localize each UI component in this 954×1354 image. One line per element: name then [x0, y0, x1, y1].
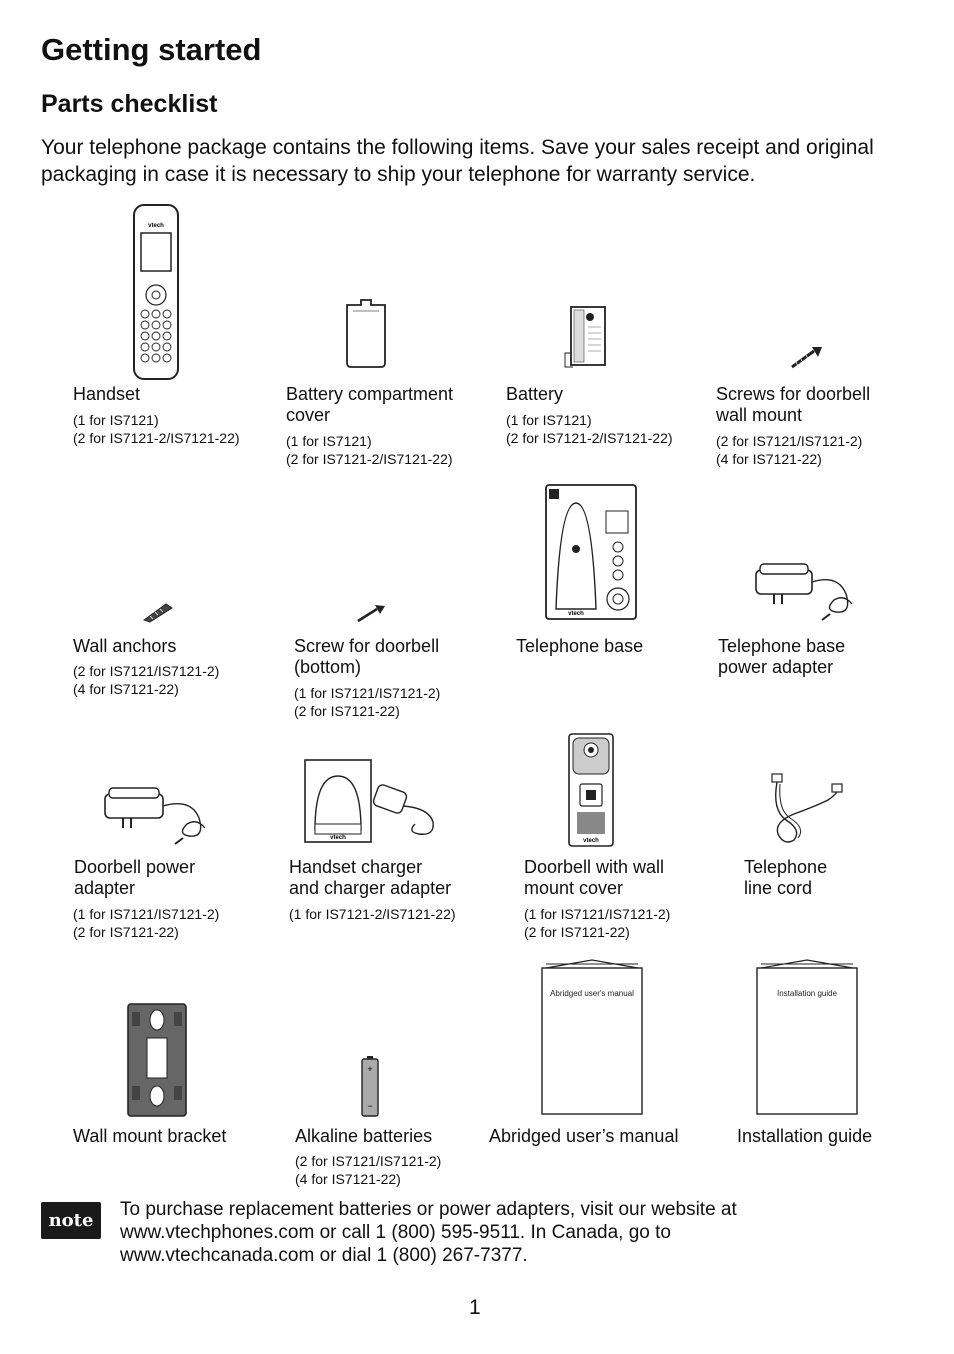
guide-icon [755, 958, 859, 1118]
note-text: To purchase replacement batteries or power adapters, visit our website at www.vtechphones.com or call 1 (800) 595-9511. In Canada, go to www.vtechcanada.com or dial 1 (800) 267-7377. [120, 1199, 737, 1266]
item-quantity: (1 for IS7121/IS7121-2) (2 for IS7121-22) [294, 685, 441, 719]
screw-icon [788, 343, 824, 371]
item-name: Wall mount bracket [73, 1126, 227, 1146]
svg-text:+: + [367, 1064, 373, 1074]
item-name: Doorbell power adapter [74, 857, 196, 898]
item-quantity: (1 for IS7121) (2 for IS7121-2/IS7121-22) [286, 433, 453, 467]
telephone-base-icon [544, 483, 638, 621]
intro-paragraph: Your telephone package contains the following items. Save your sales receipt and original packaging in case it is necessary to ship your telephone for warranty service. [41, 136, 874, 186]
item-name: Telephone line cord [744, 857, 828, 898]
brand-logo: vtech [330, 835, 346, 841]
item-name: Telephone base power adapter [718, 636, 846, 677]
item-name: Installation guide [737, 1126, 873, 1146]
brand-logo: vtech [148, 223, 164, 229]
power-adapter-icon [101, 784, 211, 848]
svg-text:−: − [367, 1101, 373, 1111]
item-name: Handset charger and charger adapter [289, 857, 452, 898]
battery-cover-icon [343, 297, 389, 369]
item-name: Doorbell with wall mount cover [524, 857, 665, 898]
handset-charger-icon [303, 758, 439, 846]
item-name: Telephone base [516, 636, 644, 656]
item-quantity: (1 for IS7121) (2 for IS7121-2/IS7121-22) [73, 412, 240, 446]
item-name: Battery compartment cover [286, 384, 454, 425]
section-title: Parts checklist [41, 90, 218, 118]
item-name: Screws for doorbell wall mount [716, 384, 871, 425]
item-name: Alkaline batteries [295, 1126, 433, 1146]
doorbell-icon [567, 732, 615, 848]
item-name: Screw for doorbell (bottom) [294, 636, 440, 677]
alkaline-battery-icon [360, 1054, 380, 1118]
item-quantity: (2 for IS7121/IS7121-2) (4 for IS7121-22) [716, 433, 863, 467]
item-quantity: (2 for IS7121/IS7121-2) (4 for IS7121-22) [295, 1153, 442, 1187]
item-name: Wall anchors [73, 636, 177, 656]
manual-icon [540, 958, 644, 1118]
wall-anchor-icon [140, 598, 176, 624]
screw-icon [355, 602, 387, 624]
battery-icon [563, 303, 609, 369]
item-quantity: (1 for IS7121/IS7121-2) (2 for IS7121-22) [524, 906, 671, 940]
page-title: Getting started [41, 32, 262, 67]
handset-icon [132, 203, 180, 381]
brand-logo: vtech [583, 838, 599, 844]
note-badge: note [41, 1202, 101, 1239]
wall-mount-bracket-icon [126, 1002, 188, 1118]
item-quantity: (2 for IS7121/IS7121-2) (4 for IS7121-22) [73, 663, 220, 697]
power-adapter-icon [752, 560, 860, 624]
guide-cover-text: Installation guide [776, 989, 838, 998]
item-name: Handset [73, 384, 141, 404]
brand-logo: vtech [568, 611, 584, 617]
item-quantity: (1 for IS7121) (2 for IS7121-2/IS7121-22) [506, 412, 673, 446]
page-number: 1 [469, 1296, 481, 1319]
line-cord-icon [768, 770, 848, 846]
item-name: Battery [506, 384, 564, 404]
manual-cover-text: Abridged user's manual [550, 989, 634, 998]
item-quantity: (1 for IS7121/IS7121-2) (2 for IS7121-22) [73, 906, 220, 940]
item-quantity: (1 for IS7121-2/IS7121-22) [289, 906, 456, 922]
item-name: Abridged user’s manual [489, 1126, 679, 1146]
